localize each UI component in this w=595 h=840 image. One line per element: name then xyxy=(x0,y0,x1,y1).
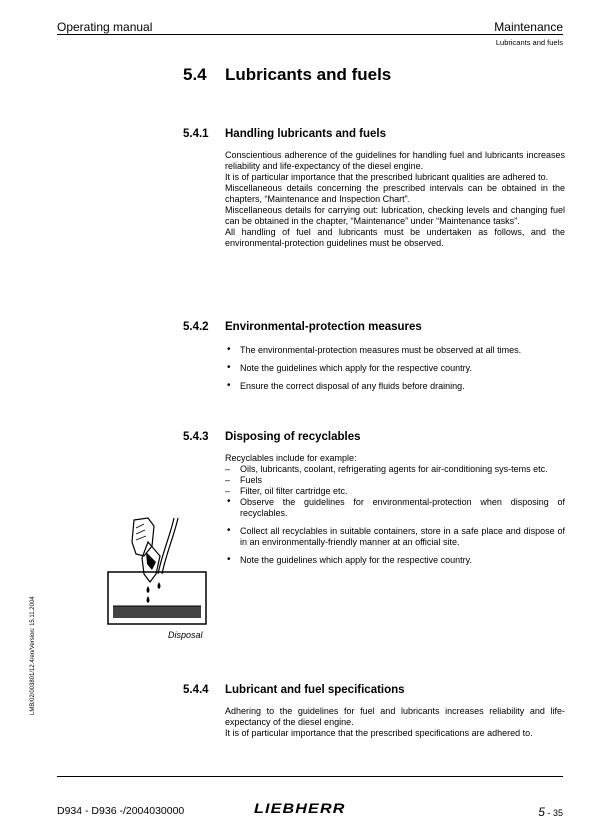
list-item: – Filter, oil filter cartridge etc. xyxy=(225,486,565,497)
section-heading-541 xyxy=(183,128,386,140)
header-title: Operating manual xyxy=(57,20,153,34)
paragraph: Conscientious adherence of the guidelines for handling fuel and lubricants increases reliability and life-expectancy of the diesel engine. xyxy=(225,150,565,171)
section-body-541 xyxy=(225,150,565,249)
page-number xyxy=(538,805,563,819)
paragraph: It is of particular importance that the prescribed lubricant qualities are adhered to. xyxy=(225,172,549,182)
list-item: • Collect all recyclables in suitable containers, store in a safe place and dispose of in an environmentally-friendly manner at an official site. xyxy=(225,526,565,548)
header-rule xyxy=(57,34,563,35)
paragraph: Miscellaneous details for carrying out: lubrication, checking levels and changing fuel can be obtained in the chapter, “Maintenance” under “Maintenance tasks”. xyxy=(225,205,565,226)
paragraph: It is of particular importance that the prescribed specifications are adhered to. xyxy=(225,728,533,738)
section-title: Handling lubricants and fuels xyxy=(225,128,387,140)
chapter-heading xyxy=(183,65,391,85)
list-item: • Observe the guidelines for environmental-protection when disposing of recyclables. xyxy=(225,497,565,519)
section-number: 5.4.4 xyxy=(183,684,209,696)
bullet-list xyxy=(225,345,565,392)
brand-logo: LIEBHERR xyxy=(254,800,346,816)
list-item: • Note the guidelines which apply for the respective country. xyxy=(225,555,565,566)
page-chapter: 5 xyxy=(538,805,545,819)
list-item: – Fuels xyxy=(225,475,565,486)
dash-list xyxy=(225,464,565,497)
section-body-543 xyxy=(225,453,565,573)
paragraph: Recyclables include for example: xyxy=(225,453,357,463)
header-subsection: Lubricants and fuels xyxy=(495,38,563,47)
page-sequence: - 35 xyxy=(544,808,563,818)
paragraph: Adhering to the guidelines for fuel and lubricants increases reliability and life-expectancy of the diesel engine. xyxy=(225,706,565,727)
chapter-number: 5.4 xyxy=(183,65,207,84)
section-title: Environmental-protection measures xyxy=(225,321,422,333)
section-title: Disposing of recyclables xyxy=(225,431,361,443)
section-body-544 xyxy=(225,706,565,739)
side-doc-id: LMB/02/003801/12.4/en/Version: 15.11.2004 xyxy=(30,596,36,715)
list-item: – Oils, lubricants, coolant, refrigerating agents for air-conditioning sys-tems etc. xyxy=(225,464,565,475)
section-heading-542 xyxy=(183,321,422,333)
list-item: • Ensure the correct disposal of any fluids before draining. xyxy=(225,381,565,392)
section-number: 5.4.2 xyxy=(183,321,209,333)
section-title: Lubricant and fuel specifications xyxy=(225,684,405,696)
section-heading-543 xyxy=(183,431,361,443)
footer-model: D934 - D936 -/2004030000 xyxy=(57,805,185,817)
paragraph: Miscellaneous details concerning the prescribed intervals can be obtained in the chapters, “Maintenance and Inspection Chart”. xyxy=(225,183,565,204)
bullet-list xyxy=(225,497,565,566)
paragraph: All handling of fuel and lubricants must be undertaken as follows, and the environmental-protection guidelines must be observed. xyxy=(225,227,565,248)
disposal-illustration xyxy=(104,512,210,630)
chapter-title: Lubricants and fuels xyxy=(225,65,392,84)
figure-caption: Disposal xyxy=(168,630,203,640)
list-item: • The environmental-protection measures must be observed at all times. xyxy=(225,345,565,356)
footer-rule xyxy=(57,776,563,777)
section-body-542 xyxy=(225,345,565,399)
section-heading-544 xyxy=(183,684,405,696)
section-number: 5.4.1 xyxy=(183,128,209,140)
header-section: Maintenance xyxy=(494,20,563,34)
list-item: • Note the guidelines which apply for the respective country. xyxy=(225,363,565,374)
section-number: 5.4.3 xyxy=(183,431,209,443)
